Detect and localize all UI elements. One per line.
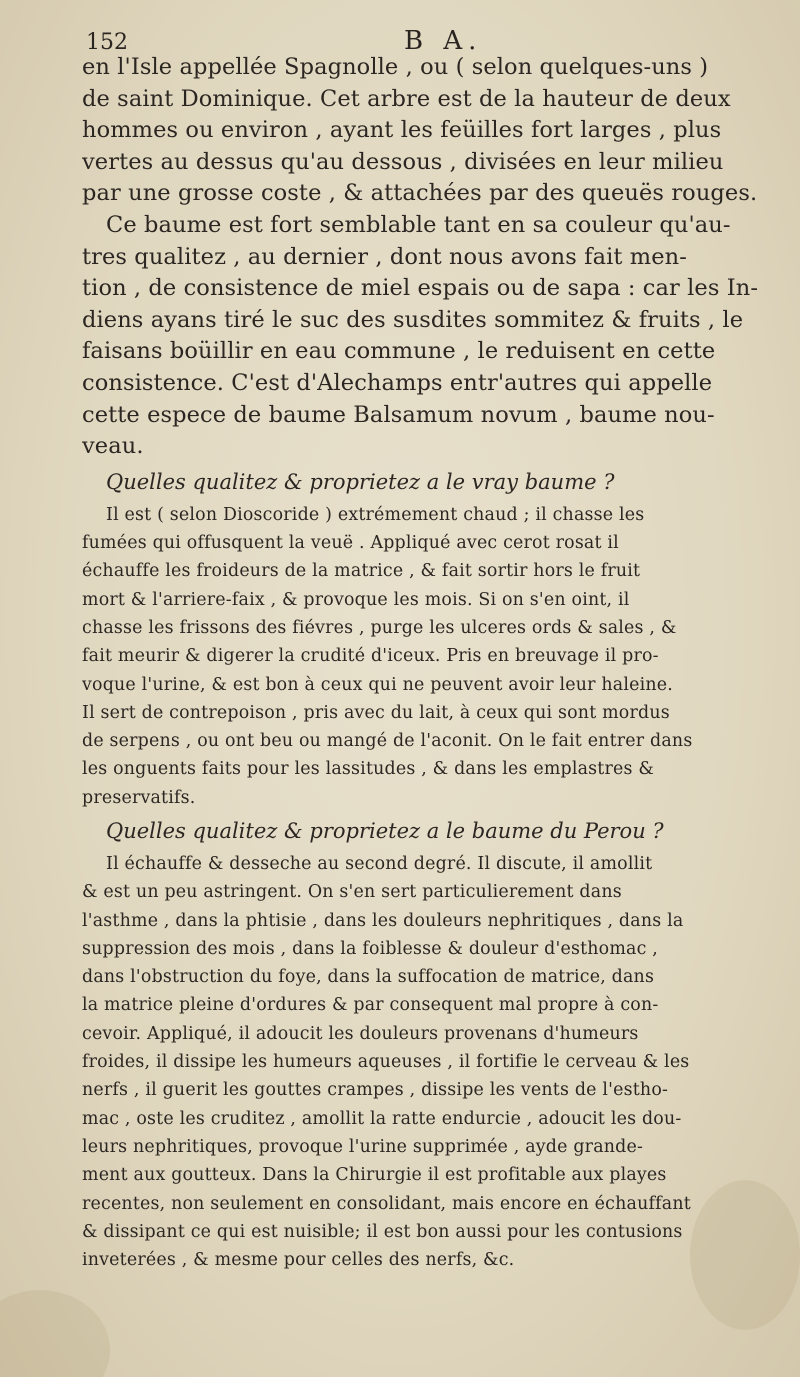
text-line: consistence. C'est d'Alechamps entr'autres qui appelle	[82, 369, 713, 396]
text-line: nerfs , il guerit les gouttes crampes , dissipe les vents de l'estho-	[82, 1080, 669, 1101]
text-line: & est un peu astringent. On s'en sert particulierement dans	[82, 882, 622, 903]
paper-stain	[0, 1290, 110, 1377]
text-line: cevoir. Appliqué, il adoucit les douleurs provenans d'humeurs	[82, 1023, 639, 1044]
page-number: 152	[86, 30, 128, 55]
paragraph-baume-perou	[82, 850, 764, 1274]
text-line: suppression des mois , dans la foiblesse & douleur d'esthomac ,	[82, 938, 658, 959]
text-line: veau.	[82, 433, 144, 460]
text-line: fait meurir & digerer la crudité d'iceux. Pris en breuvage il pro-	[82, 646, 659, 667]
text-line: ment aux goutteux. Dans la Chirurgie il est profitable aux playes	[82, 1165, 667, 1186]
text-line: froides, il dissipe les humeurs aqueuses , il fortifie le cerveau & les	[82, 1052, 690, 1073]
text-line: hommes ou environ , ayant les feüilles fort larges , plus	[82, 117, 722, 144]
text-line: en l'Isle appellée Spagnolle , ou ( selon quelques-uns )	[82, 54, 709, 80]
text-line: dans l'obstruction du foye, dans la suffocation de matrice, dans	[82, 967, 655, 988]
text-line: recentes, non seulement en consolidant, mais encore en échauffant	[82, 1193, 691, 1214]
text-line: chasse les frissons des fiévres , purge les ulceres ords & sales , &	[82, 617, 677, 638]
text-line: preservatifs.	[82, 787, 196, 808]
paragraph-vray-baume	[82, 501, 764, 812]
text-line: de saint Dominique. Cet arbre est de la hauteur de deux	[82, 85, 731, 112]
section-heading-baume-perou: Quelles qualitez & proprietez a le baume du Perou ?	[106, 818, 664, 843]
text-line: échauffe les froideurs de la matrice , & fait sortir hors le fruit	[82, 561, 641, 582]
text-line: diens ayans tiré le suc des susdites sommitez & fruits , le	[82, 306, 744, 333]
text-line: mac , oste les cruditez , amollit la ratte endurcie , adoucit les dou-	[82, 1108, 682, 1129]
text-line: voque l'urine, & est bon à ceux qui ne peuvent avoir leur haleine.	[82, 674, 674, 695]
text-line: Il sert de contrepoison , pris avec du lait, à ceux qui sont mordus	[82, 702, 670, 723]
text-line: tres qualitez , au dernier , dont nous avons fait men-	[82, 243, 687, 270]
text-line: par une grosse coste , & attachées par des queuës rouges.	[82, 180, 758, 207]
text-line: leurs nephritiques, provoque l'urine supprimée , ayde grande-	[82, 1136, 644, 1157]
text-line: inveterées , & mesme pour celles des nerfs, &c.	[82, 1250, 515, 1271]
text-line: tion , de consistence de miel espais ou de sapa : car les In-	[82, 275, 759, 302]
text-line: Il est ( selon Dioscoride ) extrémement chaud ; il chasse les	[106, 504, 645, 525]
text-block	[82, 52, 764, 1274]
text-line: Ce baume est fort semblable tant en sa couleur qu'au-	[106, 211, 731, 238]
text-line: la matrice pleine d'ordures & par consequent mal propre à con-	[82, 995, 659, 1016]
text-line: de serpens , ou ont beu ou mangé de l'aconit. On le fait entrer dans	[82, 731, 693, 752]
text-line: vertes au dessus qu'au dessous , divisées en leur milieu	[82, 148, 724, 175]
text-line: cette espece de baume Balsamum novum , baume nou-	[82, 401, 715, 428]
section-heading-vray-baume: Quelles qualitez & proprietez a le vray baume ?	[106, 469, 615, 494]
text-line: & dissipant ce qui est nuisible; il est bon aussi pour les contusions	[82, 1221, 683, 1242]
running-head: B A.	[404, 26, 483, 56]
text-line: fumées qui offusquent la veuë . Appliqué avec cerot rosat il	[82, 533, 619, 554]
paragraph-description	[82, 52, 764, 463]
text-line: l'asthme , dans la phtisie , dans les douleurs nephritiques , dans la	[82, 910, 684, 931]
text-line: les onguents faits pour les lassitudes , & dans les emplastres &	[82, 759, 655, 780]
text-line: faisans boüillir en eau commune , le reduisent en cette	[82, 338, 716, 365]
text-line: Il échauffe & desseche au second degré. Il discute, il amollit	[106, 853, 653, 874]
text-line: mort & l'arriere-faix , & provoque les mois. Si on s'en oint, il	[82, 589, 630, 610]
